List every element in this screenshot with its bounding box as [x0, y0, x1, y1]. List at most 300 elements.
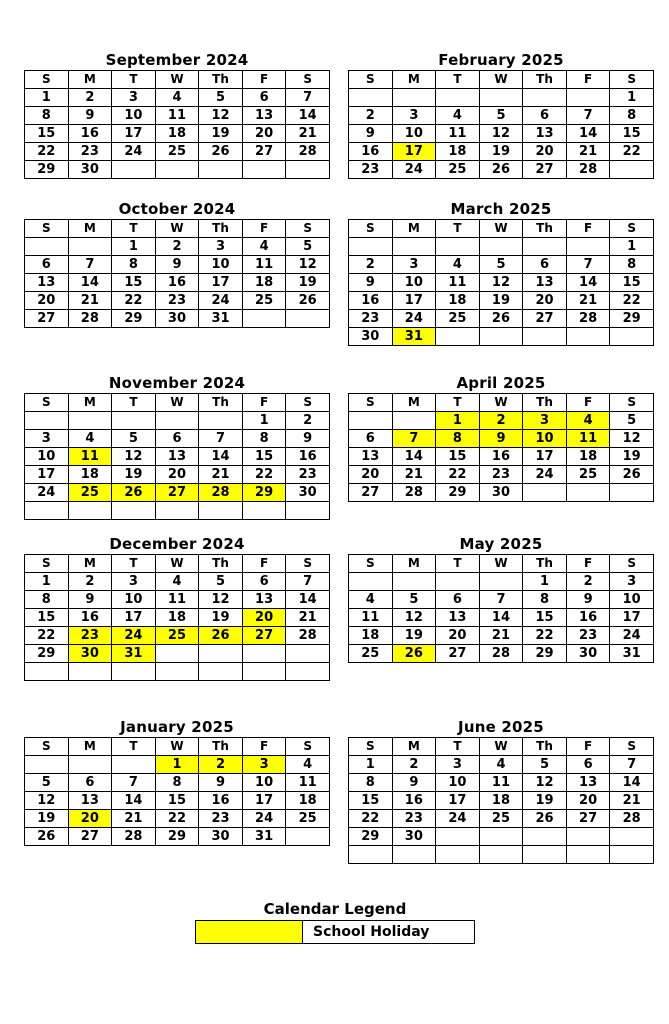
empty-day-cell: [523, 238, 567, 256]
day-cell: 21: [479, 627, 523, 645]
day-cell: 14: [286, 107, 330, 125]
weekday-header: T: [112, 394, 156, 412]
day-cell: 16: [349, 292, 393, 310]
day-cell: 7: [112, 774, 156, 792]
day-cell: 17: [199, 274, 243, 292]
day-cell: 22: [523, 627, 567, 645]
weekday-header-row: [349, 71, 654, 89]
day-cell: 10: [25, 448, 69, 466]
day-cell: 20: [155, 466, 199, 484]
day-cell: 14: [566, 274, 610, 292]
week-row: [25, 238, 330, 256]
calendar-grid: [24, 219, 330, 328]
day-cell: 17: [523, 448, 567, 466]
empty-day-cell: [199, 161, 243, 179]
day-cell: 2: [155, 238, 199, 256]
day-cell: 4: [479, 756, 523, 774]
legend-title: Calendar Legend: [263, 900, 407, 918]
empty-day-cell: [479, 89, 523, 107]
weekday-header: W: [155, 394, 199, 412]
empty-day-cell: [112, 502, 156, 520]
empty-day-cell: [566, 484, 610, 502]
day-cell: 5: [112, 430, 156, 448]
day-cell: 18: [436, 292, 480, 310]
holiday-day-cell: 11: [566, 430, 610, 448]
day-cell: 19: [199, 609, 243, 627]
weekday-header: W: [479, 738, 523, 756]
day-cell: 30: [349, 328, 393, 346]
calendar-grid: [24, 393, 330, 520]
weekday-header: F: [566, 555, 610, 573]
holiday-day-cell: 28: [199, 484, 243, 502]
weekday-header: W: [155, 71, 199, 89]
empty-day-cell: [242, 663, 286, 681]
empty-day-cell: [199, 645, 243, 663]
day-cell: 10: [112, 107, 156, 125]
weekday-header: T: [436, 220, 480, 238]
day-cell: 6: [155, 430, 199, 448]
empty-day-cell: [479, 828, 523, 846]
day-cell: 13: [155, 448, 199, 466]
empty-day-cell: [68, 238, 112, 256]
day-cell: 9: [349, 125, 393, 143]
empty-day-cell: [523, 89, 567, 107]
holiday-day-cell: 23: [68, 627, 112, 645]
month-title: December 2024: [109, 535, 245, 553]
empty-day-cell: [523, 328, 567, 346]
week-row: [349, 328, 654, 346]
day-cell: 25: [242, 292, 286, 310]
calendar-grid: [24, 737, 330, 846]
weekday-header: M: [392, 394, 436, 412]
week-row: [349, 591, 654, 609]
day-cell: 14: [112, 792, 156, 810]
day-cell: 1: [25, 89, 69, 107]
day-cell: 13: [566, 774, 610, 792]
day-cell: 27: [68, 828, 112, 846]
day-cell: 23: [68, 143, 112, 161]
weekday-header: Th: [199, 555, 243, 573]
day-cell: 11: [436, 274, 480, 292]
empty-day-cell: [479, 238, 523, 256]
day-cell: 25: [566, 466, 610, 484]
day-cell: 28: [68, 310, 112, 328]
weekday-header: W: [479, 555, 523, 573]
weekday-header: M: [68, 738, 112, 756]
week-row: [25, 627, 330, 645]
day-cell: 16: [199, 792, 243, 810]
week-row: [349, 466, 654, 484]
day-cell: 1: [242, 412, 286, 430]
holiday-day-cell: 20: [68, 810, 112, 828]
weekday-header: S: [349, 555, 393, 573]
day-cell: 15: [523, 609, 567, 627]
weekday-header: M: [68, 555, 112, 573]
weekday-header: S: [286, 220, 330, 238]
week-row: [25, 756, 330, 774]
day-cell: 20: [25, 292, 69, 310]
month-title: November 2024: [108, 374, 246, 392]
weekday-header: S: [610, 71, 654, 89]
weekday-header: M: [392, 555, 436, 573]
weekday-header: T: [436, 71, 480, 89]
holiday-day-cell: 26: [112, 484, 156, 502]
day-cell: 29: [523, 645, 567, 663]
empty-day-cell: [155, 663, 199, 681]
day-cell: 8: [610, 107, 654, 125]
day-cell: 22: [155, 810, 199, 828]
month-jun-2025: [348, 717, 654, 864]
day-cell: 18: [566, 448, 610, 466]
day-cell: 30: [199, 828, 243, 846]
day-cell: 19: [25, 810, 69, 828]
day-cell: 21: [392, 466, 436, 484]
day-cell: 20: [242, 125, 286, 143]
empty-day-cell: [392, 89, 436, 107]
holiday-day-cell: 20: [242, 609, 286, 627]
empty-day-cell: [199, 412, 243, 430]
holiday-day-cell: 9: [479, 430, 523, 448]
holiday-day-cell: 2: [479, 412, 523, 430]
calendar-grid: [24, 554, 330, 681]
month-sep-2024: [24, 50, 330, 179]
week-row: [25, 466, 330, 484]
empty-day-cell: [479, 846, 523, 864]
day-cell: 10: [112, 591, 156, 609]
day-cell: 11: [349, 609, 393, 627]
day-cell: 20: [523, 292, 567, 310]
day-cell: 13: [349, 448, 393, 466]
day-cell: 9: [68, 107, 112, 125]
day-cell: 6: [68, 774, 112, 792]
day-cell: 16: [68, 125, 112, 143]
empty-day-cell: [392, 573, 436, 591]
weekday-header: F: [566, 71, 610, 89]
day-cell: 22: [436, 466, 480, 484]
holiday-day-cell: 25: [68, 484, 112, 502]
week-row: [349, 846, 654, 864]
day-cell: 28: [566, 161, 610, 179]
day-cell: 19: [392, 627, 436, 645]
day-cell: 5: [479, 107, 523, 125]
day-cell: 12: [25, 792, 69, 810]
day-cell: 25: [286, 810, 330, 828]
weekday-header: F: [566, 394, 610, 412]
empty-day-cell: [436, 89, 480, 107]
week-row: [349, 774, 654, 792]
weekday-header: Th: [199, 738, 243, 756]
weekday-header: M: [392, 71, 436, 89]
week-row: [25, 107, 330, 125]
holiday-swatch: [196, 921, 303, 943]
day-cell: 7: [479, 591, 523, 609]
day-cell: 4: [242, 238, 286, 256]
weekday-header: S: [25, 555, 69, 573]
holiday-day-cell: 31: [392, 328, 436, 346]
weekday-header: S: [349, 220, 393, 238]
week-row: [349, 89, 654, 107]
day-cell: 18: [436, 143, 480, 161]
day-cell: 27: [566, 810, 610, 828]
weekday-header: T: [112, 220, 156, 238]
empty-day-cell: [199, 502, 243, 520]
day-cell: 9: [286, 430, 330, 448]
day-cell: 22: [25, 143, 69, 161]
day-cell: 10: [392, 125, 436, 143]
empty-day-cell: [566, 828, 610, 846]
week-row: [25, 161, 330, 179]
week-row: [349, 645, 654, 663]
day-cell: 18: [286, 792, 330, 810]
week-row: [349, 609, 654, 627]
calendar-legend: [195, 898, 475, 944]
holiday-day-cell: 25: [155, 627, 199, 645]
day-cell: 21: [566, 143, 610, 161]
weekday-header: M: [392, 738, 436, 756]
day-cell: 10: [242, 774, 286, 792]
holiday-day-cell: 3: [523, 412, 567, 430]
day-cell: 9: [566, 591, 610, 609]
empty-day-cell: [566, 238, 610, 256]
month-mar-2025: [348, 199, 654, 346]
weekday-header-row: [25, 555, 330, 573]
day-cell: 27: [523, 310, 567, 328]
weekday-header-row: [349, 555, 654, 573]
day-cell: 30: [479, 484, 523, 502]
day-cell: 10: [199, 256, 243, 274]
week-row: [25, 310, 330, 328]
day-cell: 14: [566, 125, 610, 143]
weekday-header: S: [610, 394, 654, 412]
day-cell: 3: [436, 756, 480, 774]
day-cell: 5: [286, 238, 330, 256]
day-cell: 23: [286, 466, 330, 484]
day-cell: 10: [392, 274, 436, 292]
day-cell: 28: [286, 627, 330, 645]
week-row: [25, 645, 330, 663]
week-row: [25, 502, 330, 520]
empty-day-cell: [112, 663, 156, 681]
week-row: [25, 89, 330, 107]
day-cell: 4: [286, 756, 330, 774]
day-cell: 24: [523, 466, 567, 484]
day-cell: 26: [286, 292, 330, 310]
week-row: [349, 292, 654, 310]
day-cell: 14: [392, 448, 436, 466]
weekday-header: T: [112, 738, 156, 756]
empty-day-cell: [349, 846, 393, 864]
day-cell: 16: [349, 143, 393, 161]
week-row: [349, 161, 654, 179]
day-cell: 21: [199, 466, 243, 484]
day-cell: 24: [392, 161, 436, 179]
day-cell: 31: [242, 828, 286, 846]
empty-day-cell: [436, 328, 480, 346]
empty-day-cell: [242, 645, 286, 663]
day-cell: 12: [479, 274, 523, 292]
day-cell: 12: [286, 256, 330, 274]
empty-day-cell: [68, 412, 112, 430]
day-cell: 17: [436, 792, 480, 810]
day-cell: 29: [155, 828, 199, 846]
day-cell: 15: [242, 448, 286, 466]
day-cell: 1: [610, 238, 654, 256]
week-row: [349, 125, 654, 143]
day-cell: 16: [68, 609, 112, 627]
month-title: June 2025: [458, 718, 544, 736]
empty-day-cell: [199, 663, 243, 681]
day-cell: 21: [286, 125, 330, 143]
empty-day-cell: [25, 412, 69, 430]
weekday-header: W: [155, 220, 199, 238]
day-cell: 4: [436, 256, 480, 274]
empty-day-cell: [286, 310, 330, 328]
day-cell: 23: [349, 310, 393, 328]
weekday-header: S: [286, 394, 330, 412]
holiday-day-cell: 3: [242, 756, 286, 774]
day-cell: 6: [436, 591, 480, 609]
day-cell: 7: [286, 573, 330, 591]
weekday-header: F: [242, 555, 286, 573]
day-cell: 5: [523, 756, 567, 774]
day-cell: 19: [479, 143, 523, 161]
day-cell: 25: [436, 161, 480, 179]
empty-day-cell: [392, 412, 436, 430]
holiday-day-cell: 24: [112, 627, 156, 645]
weekday-header: F: [242, 738, 286, 756]
empty-day-cell: [610, 484, 654, 502]
day-cell: 12: [112, 448, 156, 466]
day-cell: 26: [610, 466, 654, 484]
empty-day-cell: [286, 663, 330, 681]
day-cell: 18: [479, 792, 523, 810]
month-title: April 2025: [456, 374, 546, 392]
day-cell: 23: [155, 292, 199, 310]
empty-day-cell: [349, 238, 393, 256]
day-cell: 17: [242, 792, 286, 810]
week-row: [25, 484, 330, 502]
day-cell: 17: [610, 609, 654, 627]
weekday-header: S: [349, 71, 393, 89]
day-cell: 29: [349, 828, 393, 846]
week-row: [25, 792, 330, 810]
day-cell: 20: [436, 627, 480, 645]
week-row: [25, 143, 330, 161]
empty-day-cell: [286, 828, 330, 846]
empty-day-cell: [436, 828, 480, 846]
day-cell: 4: [349, 591, 393, 609]
week-row: [349, 143, 654, 161]
month-jan-2025: [24, 717, 330, 846]
month-title: October 2024: [118, 200, 236, 218]
day-cell: 26: [479, 161, 523, 179]
day-cell: 2: [68, 89, 112, 107]
day-cell: 12: [523, 774, 567, 792]
day-cell: 24: [25, 484, 69, 502]
empty-day-cell: [25, 238, 69, 256]
empty-day-cell: [68, 756, 112, 774]
legend-row: [195, 920, 475, 944]
month-title: January 2025: [120, 718, 234, 736]
empty-day-cell: [610, 161, 654, 179]
holiday-day-cell: 7: [392, 430, 436, 448]
empty-day-cell: [242, 310, 286, 328]
week-row: [25, 609, 330, 627]
weekday-header: F: [242, 220, 286, 238]
weekday-header: Th: [523, 71, 567, 89]
empty-day-cell: [155, 412, 199, 430]
day-cell: 24: [610, 627, 654, 645]
day-cell: 18: [349, 627, 393, 645]
day-cell: 26: [523, 810, 567, 828]
holiday-day-cell: 2: [199, 756, 243, 774]
day-cell: 8: [155, 774, 199, 792]
empty-day-cell: [349, 573, 393, 591]
day-cell: 15: [436, 448, 480, 466]
day-cell: 15: [112, 274, 156, 292]
day-cell: 30: [155, 310, 199, 328]
day-cell: 11: [155, 107, 199, 125]
holiday-day-cell: 27: [242, 627, 286, 645]
day-cell: 4: [68, 430, 112, 448]
day-cell: 27: [242, 143, 286, 161]
day-cell: 21: [610, 792, 654, 810]
weekday-header: S: [610, 220, 654, 238]
calendar-grid: [348, 393, 654, 502]
month-oct-2024: [24, 199, 330, 328]
calendar-grid: [24, 70, 330, 179]
weekday-header-row: [25, 738, 330, 756]
day-cell: 3: [392, 256, 436, 274]
day-cell: 17: [392, 292, 436, 310]
empty-day-cell: [523, 484, 567, 502]
day-cell: 10: [436, 774, 480, 792]
day-cell: 13: [25, 274, 69, 292]
weekday-header: M: [68, 394, 112, 412]
day-cell: 1: [25, 573, 69, 591]
empty-day-cell: [392, 846, 436, 864]
weekday-header: W: [479, 71, 523, 89]
empty-day-cell: [155, 502, 199, 520]
day-cell: 8: [242, 430, 286, 448]
weekday-header: F: [242, 394, 286, 412]
week-row: [25, 591, 330, 609]
day-cell: 18: [68, 466, 112, 484]
week-row: [349, 412, 654, 430]
day-cell: 13: [523, 274, 567, 292]
day-cell: 15: [25, 125, 69, 143]
weekday-header: M: [392, 220, 436, 238]
weekday-header: F: [566, 220, 610, 238]
day-cell: 5: [199, 89, 243, 107]
weekday-header-row: [25, 71, 330, 89]
day-cell: 7: [286, 89, 330, 107]
day-cell: 28: [392, 484, 436, 502]
month-may-2025: [348, 534, 654, 663]
day-cell: 9: [68, 591, 112, 609]
empty-day-cell: [155, 161, 199, 179]
day-cell: 31: [199, 310, 243, 328]
day-cell: 23: [479, 466, 523, 484]
day-cell: 29: [25, 645, 69, 663]
day-cell: 20: [349, 466, 393, 484]
day-cell: 13: [68, 792, 112, 810]
empty-day-cell: [286, 502, 330, 520]
empty-day-cell: [566, 846, 610, 864]
day-cell: 19: [479, 292, 523, 310]
day-cell: 9: [155, 256, 199, 274]
day-cell: 23: [566, 627, 610, 645]
